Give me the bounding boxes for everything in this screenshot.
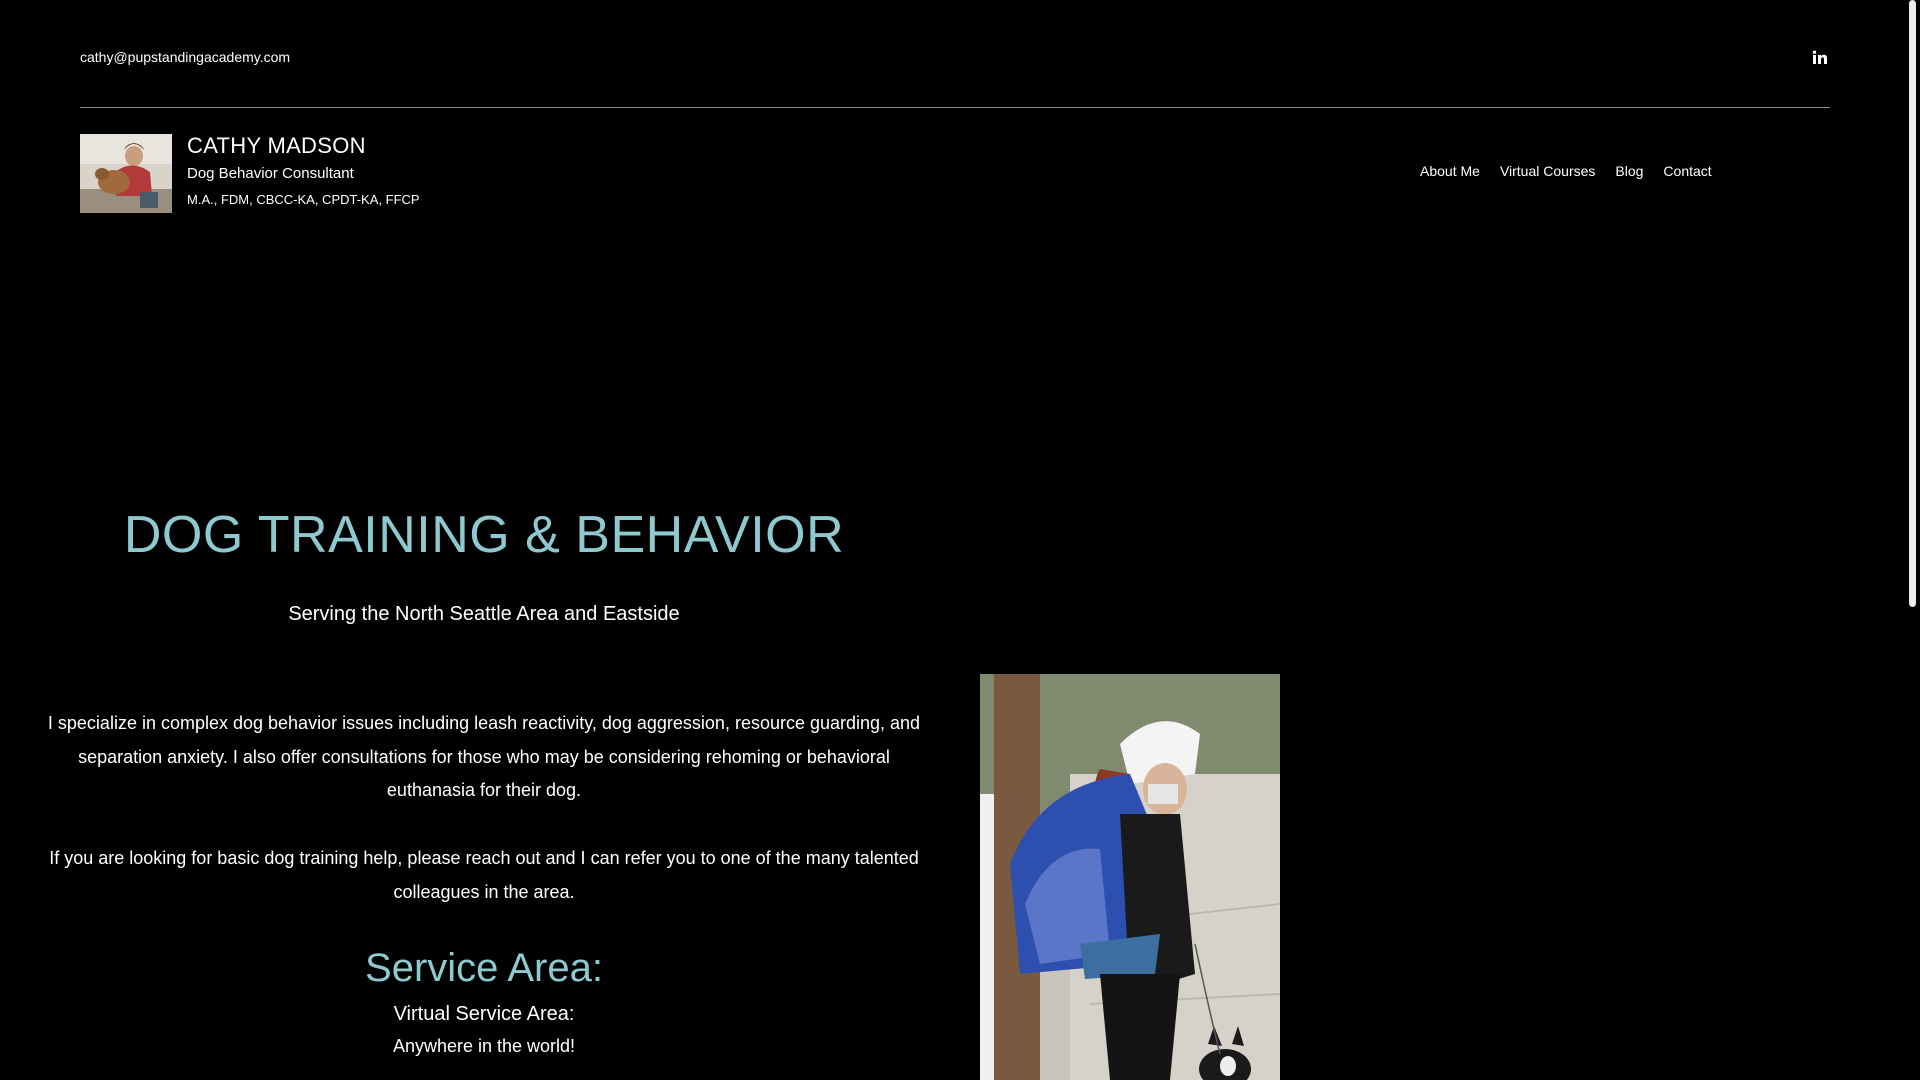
brand-credentials: M.A., FDM, CBCC-KA, CPDT-KA, FFCP (187, 192, 420, 207)
nav-item-contact[interactable]: Contact (1663, 163, 1712, 179)
avatar[interactable] (80, 134, 172, 213)
virtual-service-value: Anywhere in the world! (392, 1036, 576, 1056)
nav-item-about-me[interactable]: About Me (1420, 163, 1480, 179)
header-divider (80, 107, 1830, 108)
virtual-service-label: Virtual Service Area: (393, 1003, 575, 1025)
service-area-title: Service Area: (365, 946, 603, 990)
hero-title: DOG TRAINING & BEHAVIOR (123, 506, 845, 564)
scrollbar-thumb[interactable] (1909, 0, 1916, 607)
page-scrollbar[interactable] (1905, 0, 1920, 1080)
hero-subtitle: Serving the North Seattle Area and Eastside (288, 603, 680, 625)
nav-item-virtual-courses[interactable]: Virtual Courses (1499, 163, 1596, 179)
brand-name[interactable]: CATHY MADSON (187, 133, 366, 158)
brand-title: Dog Behavior Consultant (187, 165, 354, 182)
referral-paragraph: If you are looking for basic dog training help, please reach out and I can refer you to one of the many talented colleagues in the area. (49, 848, 919, 902)
email-link[interactable]: cathy@pupstandingacademy.com (80, 49, 291, 65)
nav-item-blog[interactable]: Blog (1615, 163, 1644, 179)
intro-paragraph: I specialize in complex dog behavior issues including leash reactivity, dog aggression, resource guarding, and separation anxiety. I also offer consultations for those who may be considering rehoming or behavioral euthanasia for their dog. (47, 713, 921, 800)
main-nav (1410, 163, 1722, 179)
trainer-with-dog-photo (980, 674, 1280, 1080)
linkedin-icon[interactable] (1810, 48, 1830, 68)
